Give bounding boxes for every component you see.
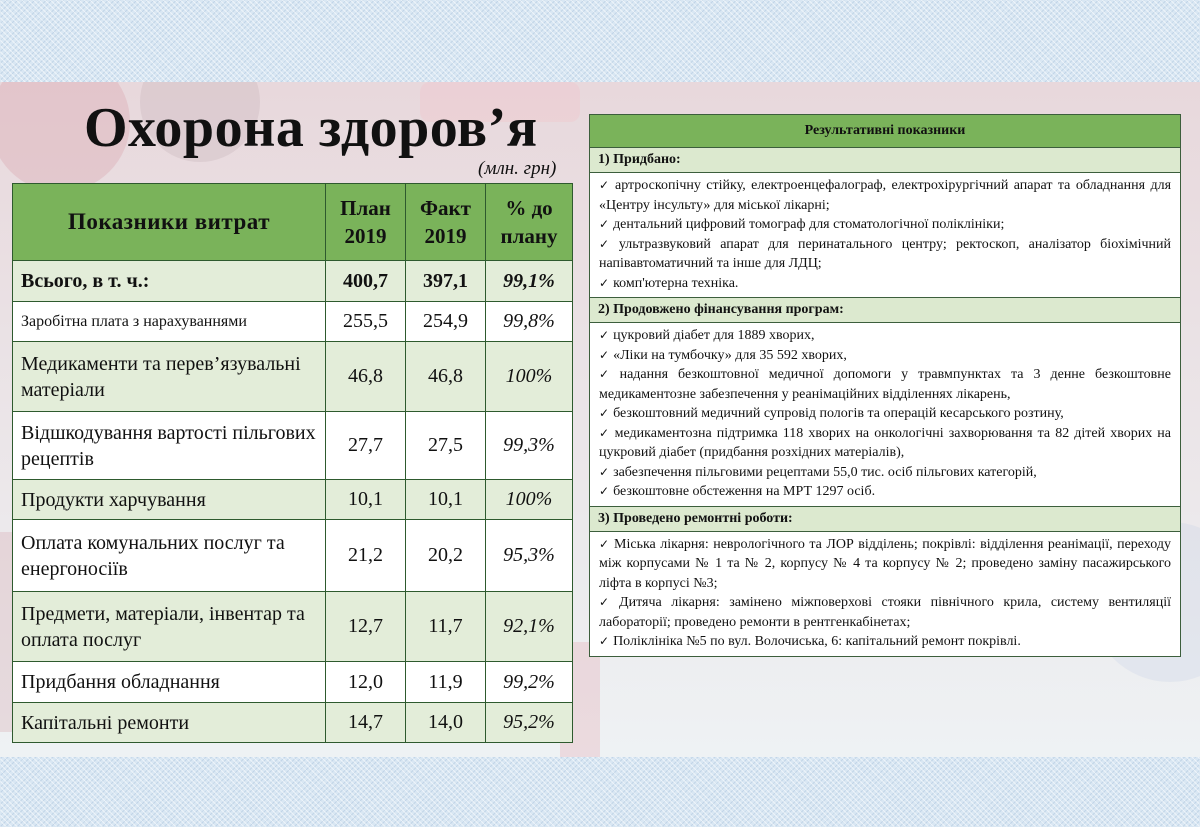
list-item [599,235,1171,274]
row-fact: 27,5 [406,412,486,480]
row-fact: 14,0 [406,703,486,743]
check-icon: ✓ [599,217,610,231]
table-row [13,703,573,743]
row-plan: 14,7 [326,703,406,743]
row-fact: 397,1 [406,261,486,302]
row-plan: 255,5 [326,302,406,342]
row-name: Всього, в т. ч.: [13,261,326,302]
list-item [599,424,1171,463]
row-fact: 20,2 [406,520,486,592]
table-row [13,480,573,520]
row-percent: 99,1% [486,261,573,302]
row-name: Капітальні ремонти [13,703,326,743]
list-item [599,535,1171,594]
row-name: Відшкодування вартості пільгових рецептів [13,412,326,480]
check-icon: ✓ [599,275,610,290]
section-items-programs [590,323,1181,507]
row-percent: 100% [486,480,573,520]
row-fact: 46,8 [406,342,486,412]
check-icon: ✓ [599,595,616,609]
section-items-repairs [590,531,1181,656]
row-name: Медикаменти та перев’язувальні матеріали [13,342,326,412]
list-item-text: медикаментозна підтримка 118 хворих на онкологічні захворювання та 82 дітей хворих на цукровий діабет (придбання розхідних матеріалів), [599,425,1171,460]
check-icon: ✓ [599,406,610,420]
list-item-text: артроскопічну стійку, електроенцефалограф, електрохірургічний апарат та обладнання для «Центру інсульту» для міської лікарні; [599,178,1172,213]
section-title-purchased: 1) Придбано: [590,148,1181,173]
check-icon: ✓ [599,536,611,551]
table-row [13,302,573,342]
list-item-text: дентальний цифровий томограф для стоматологічної поліклініки; [613,217,1005,232]
row-plan: 27,7 [326,412,406,480]
header-percent-line2: плану [500,224,558,248]
row-name: Оплата комунальних послуг та енергоносіїв [13,520,326,592]
list-item [599,365,1171,404]
row-name: Продукти харчування [13,480,326,520]
check-icon: ✓ [599,425,611,440]
list-item-text: Поліклініка №5 по вул. Волочиська, 6: капітальний ремонт покрівлі. [613,634,1021,649]
list-item [599,593,1171,632]
row-percent: 99,8% [486,302,573,342]
row-percent: 99,2% [486,662,573,703]
list-item [599,404,1171,424]
row-plan: 46,8 [326,342,406,412]
header-fact-line2: 2019 [424,224,467,248]
list-item [599,326,1171,346]
header-indicator: Показники витрат [13,184,326,261]
check-icon: ✓ [599,328,610,342]
list-item-text: «Ліки на тумбочку» для 35 592 хворих, [613,347,847,363]
check-icon: ✓ [599,634,610,648]
unit-label: (млн. грн) [478,158,557,179]
list-item-text: безкоштовне обстеження на МРТ 1297 осіб. [613,484,876,499]
table-row [13,592,573,662]
row-name: Придбання обладнання [13,662,326,703]
table-row [13,662,573,703]
page-title: Охорона здоров’я [84,97,538,159]
row-percent: 95,3% [486,520,573,592]
row-name: Заробітна плата з нарахуваннями [13,302,326,342]
row-fact: 11,9 [406,662,486,703]
row-fact: 254,9 [406,302,486,342]
results-header: Результативні показники [590,115,1181,148]
header-plan-line1: План [340,196,391,220]
spending-table [12,183,573,743]
table-row [13,342,573,412]
row-plan: 12,0 [326,662,406,703]
table-row [13,520,573,592]
list-item-text: надання безкоштовної медичної допомоги у травмпунктах та 3 денне безкоштовне медикаментозне забезпечення у реанімаційних відділеннях лікарень, [599,367,1171,402]
list-item [599,346,1171,366]
header-fact [406,184,486,261]
section-title-programs: 2) Продовжено фінансування програм: [590,298,1181,323]
header-plan [326,184,406,261]
section-items-purchased [590,173,1181,298]
list-item-text: ультразвуковий апарат для перинатального центру; ректоскоп, аналізатор біохімічний напівавтоматичний та інше для ЛДЦ; [599,236,1171,271]
list-item-text: забезпечення пільговими рецептами 55,0 тис. осіб пільгових категорій, [613,464,1037,480]
list-item-text: Дитяча лікарня: замінено міжповерхові стояки північного крила, систему вентиляції лабораторії; проведено ремонти в рентгенкабінетах; [599,595,1171,630]
row-percent: 99,3% [486,412,573,480]
row-name: Предмети, матеріали, інвентар та оплата послуг [13,592,326,662]
check-icon: ✓ [599,347,610,362]
header-plan-line2: 2019 [344,224,387,248]
spending-table-header-row [13,184,573,261]
list-item-text: Міська лікарня: неврологічного та ЛОР відділень; покрівлі: відділення реанімації, переходу між корпусами № 1 та № 2, корпусу № 4 та корпусу № 2; проведено заміну пасажирського ліфта в корпусі №3; [599,536,1171,591]
list-item [599,482,1171,502]
table-row-total [13,261,573,302]
row-plan: 21,2 [326,520,406,592]
list-item-text: безкоштовний медичний супровід пологів та операцій кесарського розтину, [613,406,1064,421]
check-icon: ✓ [599,367,616,381]
list-item [599,176,1171,215]
row-plan: 12,7 [326,592,406,662]
check-icon: ✓ [599,236,615,251]
list-item-text: комп'ютерна техніка. [613,275,739,291]
row-percent: 95,2% [486,703,573,743]
list-item [599,632,1171,652]
row-plan: 10,1 [326,480,406,520]
row-percent: 92,1% [486,592,573,662]
header-percent-line1: % до [505,196,553,220]
header-percent [486,184,573,261]
list-item-text: цукровий діабет для 1889 хворих, [613,328,815,343]
section-title-repairs: 3) Проведено ремонтні роботи: [590,506,1181,531]
list-item [599,463,1171,483]
list-item [599,215,1171,235]
row-fact: 11,7 [406,592,486,662]
table-row [13,412,573,480]
row-plan: 400,7 [326,261,406,302]
row-fact: 10,1 [406,480,486,520]
check-icon: ✓ [599,464,610,479]
list-item [599,274,1171,294]
row-percent: 100% [486,342,573,412]
results-panel [589,114,1181,657]
check-icon: ✓ [599,484,610,498]
check-icon: ✓ [599,178,611,192]
header-fact-line1: Факт [420,196,471,220]
